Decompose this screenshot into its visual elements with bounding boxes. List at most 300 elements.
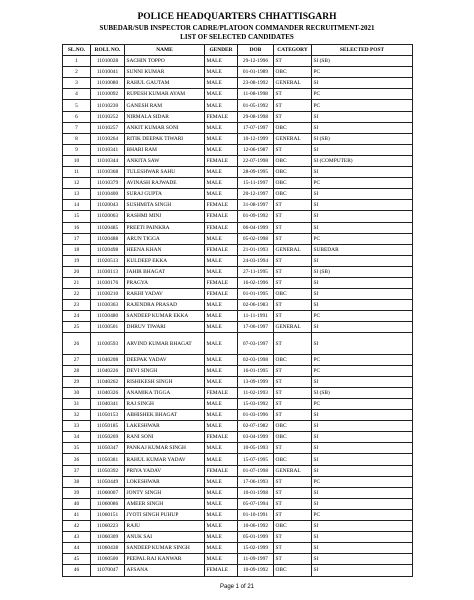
cell-selected-post: SI — [312, 289, 413, 300]
cell-name: RAJENDRA PRASAD — [125, 300, 205, 311]
cell-roll-no: 11060086 — [91, 498, 125, 509]
cell-category: OBC — [274, 421, 312, 432]
cell-dob: 13-09-1999 — [238, 376, 274, 387]
cell-selected-post: PC — [312, 178, 413, 189]
cell-name: AVINASH RAJWADE — [125, 178, 205, 189]
cell-slno: 38 — [63, 476, 91, 487]
cell-gender: FEMALE — [205, 387, 238, 398]
cell-roll-no: 11040226 — [91, 365, 125, 376]
table-row — [63, 432, 413, 443]
cell-slno: 24 — [63, 311, 91, 322]
cell-category: ST — [274, 509, 312, 520]
cell-category: ST — [274, 255, 312, 266]
cell-dob: 01-05-1992 — [238, 100, 274, 111]
table-row — [63, 277, 413, 288]
cell-selected-post: SI — [312, 521, 413, 532]
cell-dob: 11-09-1997 — [238, 554, 274, 565]
cell-slno: 40 — [63, 498, 91, 509]
page-number: Page 1 of 21 — [219, 584, 255, 590]
cell-category: ST — [274, 543, 312, 554]
cell-dob: 10-01-1998 — [238, 487, 274, 498]
table-row — [63, 410, 413, 421]
cell-dob: 01-07-1998 — [238, 465, 274, 476]
cell-gender: FEMALE — [205, 289, 238, 300]
cell-roll-no: 11010230 — [91, 100, 125, 111]
cell-category: GENERAL — [274, 465, 312, 476]
cell-slno: 34 — [63, 432, 91, 443]
cell-roll-no: 11050269 — [91, 432, 125, 443]
cell-roll-no: 11030113 — [91, 266, 125, 277]
cell-slno: 28 — [63, 365, 91, 376]
cell-gender: MALE — [205, 509, 238, 520]
cell-category: ST — [274, 311, 312, 322]
cell-category: ST — [274, 487, 312, 498]
cell-dob: 21-01-1993 — [238, 244, 274, 255]
cell-roll-no: 11020513 — [91, 255, 125, 266]
cell-slno: 45 — [63, 554, 91, 565]
cell-slno: 31 — [63, 399, 91, 410]
cell-selected-post: PC — [312, 399, 413, 410]
table-row — [63, 244, 413, 255]
cell-dob: 02-06-1983 — [238, 300, 274, 311]
cell-name: PRAGYA — [125, 277, 205, 288]
cell-selected-post: SI — [312, 376, 413, 387]
cell-name: RANI SONI — [125, 432, 205, 443]
document-title: POLICE HEADQUARTERS CHHATTISGARH — [137, 12, 337, 22]
cell-dob: 10-09-1992 — [238, 565, 274, 576]
cell-gender: MALE — [205, 122, 238, 133]
cell-gender: MALE — [205, 376, 238, 387]
cell-name: DEVI SINGH — [125, 365, 205, 376]
cell-dob: 02-03-1998 — [238, 354, 274, 365]
document-subtitle: SUBEDAR/SUB INSPECTOR CADRE/PLATOON COMMANDER RECRUITMENT-2021 — [99, 24, 375, 32]
cell-selected-post: SI — [312, 465, 413, 476]
cell-dob: 11-11-1991 — [238, 311, 274, 322]
cell-slno: 8 — [63, 133, 91, 144]
cell-selected-post: SI (SB) — [312, 266, 413, 277]
cell-gender: FEMALE — [205, 155, 238, 166]
cell-category: ST — [274, 222, 312, 233]
cell-roll-no: 11060151 — [91, 509, 125, 520]
cell-name: RITIK DEEPAK TIWARI — [125, 133, 205, 144]
table-row — [63, 222, 413, 233]
cell-slno: 26 — [63, 333, 91, 354]
cell-dob: 01-09-1992 — [238, 211, 274, 222]
cell-category: ST — [274, 554, 312, 565]
cell-slno: 46 — [63, 565, 91, 576]
cell-slno: 23 — [63, 300, 91, 311]
cell-selected-post: SI — [312, 78, 413, 89]
cell-category: ST — [274, 532, 312, 543]
cell-dob: 24-03-1994 — [238, 255, 274, 266]
cell-category: ST — [274, 100, 312, 111]
cell-gender: MALE — [205, 133, 238, 144]
cell-name: ANUK SAI — [125, 532, 205, 543]
cell-dob: 16-02-1996 — [238, 277, 274, 288]
cell-name: JYOTI SINGH PUHUP — [125, 509, 205, 520]
cell-selected-post: SI — [312, 410, 413, 421]
cell-dob: 23-08-1992 — [238, 78, 274, 89]
cell-name: SUNNI KUMAR — [125, 67, 205, 78]
cell-roll-no: 11040262 — [91, 376, 125, 387]
table-row — [63, 200, 413, 211]
cell-roll-no: 11010400 — [91, 189, 125, 200]
cell-selected-post: PC — [312, 476, 413, 487]
cell-gender: MALE — [205, 454, 238, 465]
cell-selected-post: SI — [312, 189, 413, 200]
cell-name: ANKIT KUMAR SONI — [125, 122, 205, 133]
cell-roll-no: 11050392 — [91, 465, 125, 476]
cell-dob: 06-04-1999 — [238, 222, 274, 233]
cell-roll-no: 11070047 — [91, 565, 125, 576]
column-header-dob: DOB — [238, 45, 274, 56]
cell-dob: 03-04-1999 — [238, 432, 274, 443]
cell-category: OBC — [274, 432, 312, 443]
cell-slno: 27 — [63, 354, 91, 365]
cell-selected-post: PC — [312, 509, 413, 520]
cell-selected-post: SI — [312, 454, 413, 465]
table-row — [63, 399, 413, 410]
cell-roll-no: 11010368 — [91, 167, 125, 178]
cell-name: SANDEEP KUMAR SINGH — [125, 543, 205, 554]
cell-dob: 10-12-1999 — [238, 133, 274, 144]
cell-slno: 7 — [63, 122, 91, 133]
table-row — [63, 167, 413, 178]
table-row — [63, 365, 413, 376]
cell-category: ST — [274, 89, 312, 100]
cell-name: RAKHI YADAV — [125, 289, 205, 300]
cell-category: GENERAL — [274, 133, 312, 144]
cell-slno: 30 — [63, 387, 91, 398]
cell-selected-post: SI — [312, 421, 413, 432]
cell-dob: 12-06-1987 — [238, 144, 274, 155]
cell-slno: 5 — [63, 100, 91, 111]
table-row — [63, 387, 413, 398]
cell-selected-post: SUBEDAR — [312, 244, 413, 255]
cell-name: RASHMI MINJ — [125, 211, 205, 222]
table-row — [63, 322, 413, 333]
cell-roll-no: 11060007 — [91, 487, 125, 498]
cell-roll-no: 11050381 — [91, 454, 125, 465]
cell-selected-post: PC — [312, 233, 413, 244]
table-row — [63, 144, 413, 155]
table-row — [63, 354, 413, 365]
table-row — [63, 155, 413, 166]
cell-selected-post: SI — [312, 554, 413, 565]
cell-roll-no: 11010252 — [91, 111, 125, 122]
cell-category: OBC — [274, 354, 312, 365]
cell-slno: 11 — [63, 167, 91, 178]
cell-category: OBC — [274, 565, 312, 576]
cell-slno: 29 — [63, 376, 91, 387]
cell-category: OBC — [274, 178, 312, 189]
cell-gender: FEMALE — [205, 111, 238, 122]
table-row — [63, 178, 413, 189]
cell-name: RISHIKESH SINGH — [125, 376, 205, 387]
cell-selected-post: SI — [312, 532, 413, 543]
cell-name: SACHIN TOPPO — [125, 56, 205, 67]
cell-slno: 35 — [63, 443, 91, 454]
table-row — [63, 487, 413, 498]
cell-category: ST — [274, 300, 312, 311]
cell-gender: MALE — [205, 300, 238, 311]
cell-gender: FEMALE — [205, 244, 238, 255]
table-row — [63, 376, 413, 387]
cell-selected-post: PC — [312, 100, 413, 111]
cell-slno: 20 — [63, 266, 91, 277]
table-row — [63, 498, 413, 509]
cell-name: RAHUL KUMAR YADAV — [125, 454, 205, 465]
cell-category: OBC — [274, 289, 312, 300]
cell-slno: 12 — [63, 178, 91, 189]
cell-gender: MALE — [205, 56, 238, 67]
cell-dob: 15-02-1999 — [238, 543, 274, 554]
cell-dob: 01-01-1989 — [238, 67, 274, 78]
cell-dob: 10-05-1993 — [238, 443, 274, 454]
cell-name: PEEPAL RAJ KANWAR — [125, 554, 205, 565]
table-row — [63, 111, 413, 122]
table-row — [63, 443, 413, 454]
cell-gender: FEMALE — [205, 565, 238, 576]
cell-slno: 44 — [63, 543, 91, 554]
cell-roll-no: 11010264 — [91, 133, 125, 144]
cell-dob: 15-03-1992 — [238, 399, 274, 410]
cell-gender: MALE — [205, 255, 238, 266]
cell-name: RUPESH KUMAR AYAM — [125, 89, 205, 100]
cell-gender: MALE — [205, 89, 238, 100]
cell-selected-post: PC — [312, 365, 413, 376]
cell-roll-no: 11050347 — [91, 443, 125, 454]
cell-name: NIRMALA SIDAR — [125, 111, 205, 122]
cell-name: SUSHMITA SINGH — [125, 200, 205, 211]
cell-slno: 22 — [63, 289, 91, 300]
cell-name: PRIYA YADAV — [125, 465, 205, 476]
cell-category: ST — [274, 498, 312, 509]
cell-gender: FEMALE — [205, 465, 238, 476]
cell-category: GENERAL — [274, 244, 312, 255]
cell-roll-no: 11010092 — [91, 89, 125, 100]
column-header-name: NAME — [125, 45, 205, 56]
table-row — [63, 189, 413, 200]
cell-name: DHRUV TIWARI — [125, 322, 205, 333]
cell-name: ANKITA SAW — [125, 155, 205, 166]
cell-dob: 17-06-1993 — [238, 476, 274, 487]
cell-dob: 20-12-1997 — [238, 189, 274, 200]
cell-name: JAHIR BHAGAT — [125, 266, 205, 277]
cell-dob: 17-06-1997 — [238, 322, 274, 333]
cell-slno: 10 — [63, 155, 91, 166]
cell-slno: 43 — [63, 532, 91, 543]
cell-gender: MALE — [205, 410, 238, 421]
cell-gender: MALE — [205, 532, 238, 543]
cell-gender: MALE — [205, 144, 238, 155]
cell-gender: MALE — [205, 311, 238, 322]
cell-category: OBC — [274, 454, 312, 465]
cell-category: OBC — [274, 189, 312, 200]
table-row — [63, 333, 413, 354]
cell-slno: 21 — [63, 277, 91, 288]
table-row — [63, 67, 413, 78]
cell-roll-no: 11010028 — [91, 56, 125, 67]
cell-slno: 42 — [63, 521, 91, 532]
cell-roll-no: 11020063 — [91, 211, 125, 222]
cell-name: HEENA KHAN — [125, 244, 205, 255]
table-row — [63, 266, 413, 277]
table-row — [63, 454, 413, 465]
cell-category: ST — [274, 144, 312, 155]
cell-gender: MALE — [205, 487, 238, 498]
cell-dob: 29-08-1998 — [238, 111, 274, 122]
table-row — [63, 532, 413, 543]
cell-roll-no: 11030501 — [91, 322, 125, 333]
cell-selected-post: SI (SB) — [312, 133, 413, 144]
cell-dob: 01-10-1991 — [238, 509, 274, 520]
cell-gender: MALE — [205, 189, 238, 200]
cell-slno: 37 — [63, 465, 91, 476]
cell-selected-post: SI — [312, 255, 413, 266]
cell-roll-no: 11010344 — [91, 155, 125, 166]
cell-name: KULDEEP EKKA — [125, 255, 205, 266]
cell-roll-no: 11050153 — [91, 410, 125, 421]
cell-category: OBC — [274, 155, 312, 166]
cell-slno: 41 — [63, 509, 91, 520]
cell-selected-post: SI (SB) — [312, 387, 413, 398]
cell-slno: 32 — [63, 410, 91, 421]
cell-name: RAJ SINGH — [125, 399, 205, 410]
cell-slno: 25 — [63, 322, 91, 333]
cell-gender: MALE — [205, 233, 238, 244]
cell-dob: 05-02-1998 — [238, 233, 274, 244]
cell-selected-post: PC — [312, 89, 413, 100]
cell-selected-post: SI — [312, 222, 413, 233]
cell-gender: MALE — [205, 365, 238, 376]
cell-category: OBC — [274, 67, 312, 78]
cell-gender: FEMALE — [205, 200, 238, 211]
cell-category: ST — [274, 365, 312, 376]
cell-gender: MALE — [205, 178, 238, 189]
cell-selected-post: SI (COMPUTER) — [312, 155, 413, 166]
cell-name: TULESHWAR SAHU — [125, 167, 205, 178]
table-row — [63, 255, 413, 266]
table-row — [63, 133, 413, 144]
cell-category: ST — [274, 376, 312, 387]
cell-roll-no: 11040208 — [91, 354, 125, 365]
table-row — [63, 89, 413, 100]
table-row — [63, 289, 413, 300]
cell-gender: MALE — [205, 443, 238, 454]
table-row — [63, 300, 413, 311]
cell-dob: 11-02-1993 — [238, 387, 274, 398]
cell-slno: 15 — [63, 211, 91, 222]
cell-dob: 02-07-1982 — [238, 421, 274, 432]
table-row — [63, 421, 413, 432]
cell-gender: MALE — [205, 354, 238, 365]
cell-dob: 16-01-1995 — [238, 365, 274, 376]
cell-dob: 29-12-1996 — [238, 56, 274, 67]
cell-gender: MALE — [205, 521, 238, 532]
cell-gender: MALE — [205, 421, 238, 432]
cell-name: RAHUL GAUTAM — [125, 78, 205, 89]
cell-selected-post: SI — [312, 277, 413, 288]
table-row — [63, 311, 413, 322]
cell-slno: 4 — [63, 89, 91, 100]
cell-roll-no: 11040326 — [91, 387, 125, 398]
cell-name: PANKAJ KUMAR SINGH — [125, 443, 205, 454]
cell-slno: 18 — [63, 244, 91, 255]
cell-slno: 9 — [63, 144, 91, 155]
cell-dob: 10-06-1992 — [238, 521, 274, 532]
cell-category: ST — [274, 200, 312, 211]
cell-gender: FEMALE — [205, 432, 238, 443]
cell-slno: 6 — [63, 111, 91, 122]
cell-roll-no: 11030363 — [91, 300, 125, 311]
cell-gender: MALE — [205, 543, 238, 554]
cell-gender: MALE — [205, 476, 238, 487]
cell-dob: 22-07-1998 — [238, 155, 274, 166]
cell-name: AMEER SINGH — [125, 498, 205, 509]
cell-category: ST — [274, 233, 312, 244]
column-header-category: CATEGORY — [274, 45, 312, 56]
cell-category: ST — [274, 399, 312, 410]
cell-category: ST — [274, 266, 312, 277]
cell-name: SURAJ GUPTA — [125, 189, 205, 200]
cell-category: OBC — [274, 122, 312, 133]
cell-gender: MALE — [205, 266, 238, 277]
cell-roll-no: 11010041 — [91, 67, 125, 78]
table-row — [63, 543, 413, 554]
column-header-slno: SL.NO. — [63, 45, 91, 56]
table-row — [63, 233, 413, 244]
cell-roll-no: 11010080 — [91, 78, 125, 89]
cell-dob: 15-07-1995 — [238, 454, 274, 465]
cell-gender: FEMALE — [205, 222, 238, 233]
cell-category: OBC — [274, 167, 312, 178]
column-header-gender: GENDER — [205, 45, 238, 56]
cell-slno: 14 — [63, 200, 91, 211]
selected-candidates-table — [62, 44, 413, 577]
table-row — [63, 509, 413, 520]
cell-slno: 2 — [63, 67, 91, 78]
cell-roll-no: 11030210 — [91, 289, 125, 300]
cell-gender: MALE — [205, 333, 238, 354]
cell-slno: 1 — [63, 56, 91, 67]
cell-selected-post: SI (SB) — [312, 56, 413, 67]
cell-slno: 13 — [63, 189, 91, 200]
cell-roll-no: 11020488 — [91, 233, 125, 244]
cell-roll-no: 11060223 — [91, 521, 125, 532]
cell-name: ARVIND KUMAR BHAGAT — [125, 333, 205, 354]
cell-dob: 01-03-1996 — [238, 410, 274, 421]
cell-category: ST — [274, 56, 312, 67]
cell-category: GENERAL — [274, 322, 312, 333]
cell-roll-no: 11020043 — [91, 200, 125, 211]
cell-dob: 05-07-1994 — [238, 498, 274, 509]
cell-name: SANDEEP KUMAR EKKA — [125, 311, 205, 322]
cell-category: ST — [274, 277, 312, 288]
cell-roll-no: 11050449 — [91, 476, 125, 487]
cell-slno: 17 — [63, 233, 91, 244]
cell-roll-no: 11020485 — [91, 222, 125, 233]
list-heading: LIST OF SELECTED CANDIDATES — [180, 33, 294, 41]
cell-slno: 3 — [63, 78, 91, 89]
cell-category: ST — [274, 387, 312, 398]
cell-dob: 07-03-1997 — [238, 333, 274, 354]
cell-name: LOKESHWAR — [125, 476, 205, 487]
cell-dob: 01-01-1995 — [238, 289, 274, 300]
cell-gender: MALE — [205, 67, 238, 78]
cell-category: ST — [274, 333, 312, 354]
cell-name: AFSANA — [125, 565, 205, 576]
